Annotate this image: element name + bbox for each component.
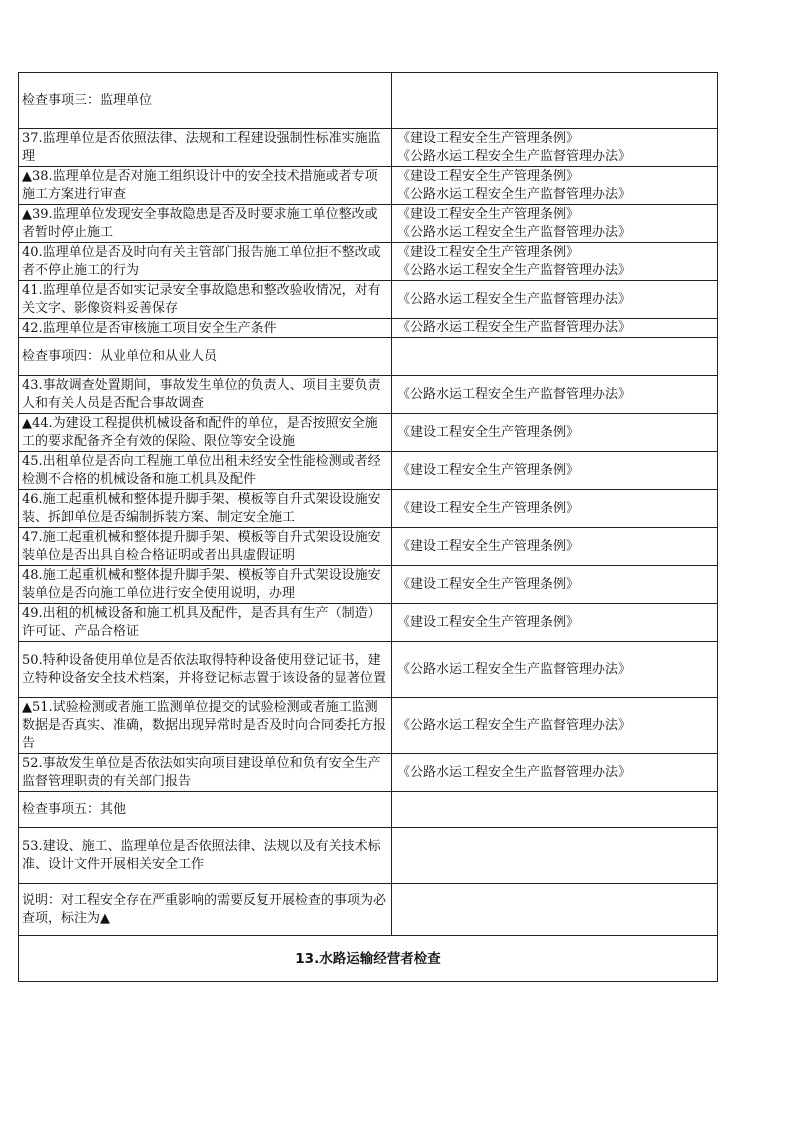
check-item-text: 检查事项五：其他 bbox=[22, 801, 127, 817]
check-item-cell bbox=[19, 528, 392, 566]
check-item-text: 47.施工起重机械和整体提升脚手架、模板等自升式架设设施安装单位是否出具自检合格证明或者出具虚假证明 bbox=[22, 529, 381, 563]
reference-cell bbox=[392, 884, 718, 936]
check-item-text: 40.监理单位是否及时向有关主管部门报告施工单位拒不整改或者不停止施工的行为 bbox=[22, 244, 381, 278]
reference-cell bbox=[392, 566, 718, 604]
check-item-text: 46.施工起重机械和整体提升脚手架、模板等自升式架设设施安装、拆卸单位是否编制拆装方案、制定安全施工 bbox=[22, 491, 381, 525]
check-item-cell bbox=[19, 792, 392, 828]
inspection-table bbox=[18, 72, 718, 982]
table-row bbox=[19, 828, 718, 884]
check-item-text: 检查事项四：从业单位和从业人员 bbox=[22, 348, 218, 364]
check-item-cell bbox=[19, 414, 392, 452]
regulation-reference: 《公路水运工程安全生产监督管理办法》 bbox=[397, 320, 632, 335]
reference-cell bbox=[392, 754, 718, 792]
check-item-text: 48.施工起重机械和整体提升脚手架、模板等自升式架设设施安装单位是否向施工单位进行安全使用说明，办理 bbox=[22, 567, 381, 601]
table-row bbox=[19, 376, 718, 414]
table-row bbox=[19, 243, 718, 281]
table-row bbox=[19, 167, 718, 205]
check-item-text: 37.监理单位是否依照法律、法规和工程建设强制性标准实施监理 bbox=[22, 130, 381, 164]
regulation-reference: 《公路水运工程安全生产监督管理办法》 bbox=[397, 764, 632, 780]
reference-cell bbox=[392, 319, 718, 338]
table-row bbox=[19, 73, 718, 129]
check-item-cell bbox=[19, 243, 392, 281]
check-item-cell bbox=[19, 129, 392, 167]
reference-cell bbox=[392, 528, 718, 566]
check-item-cell bbox=[19, 73, 392, 129]
check-item-cell bbox=[19, 281, 392, 319]
reference-cell bbox=[392, 167, 718, 205]
reference-cell bbox=[392, 828, 718, 884]
section-title: 13.水路运输经营者检查 bbox=[19, 936, 718, 982]
regulation-reference: 《建设工程安全生产管理条例》 bbox=[397, 576, 580, 592]
table-row bbox=[19, 129, 718, 167]
table-row bbox=[19, 566, 718, 604]
table-row bbox=[19, 698, 718, 754]
regulation-reference: 《建设工程安全生产管理条例》 bbox=[397, 168, 580, 184]
regulation-reference: 《公路水运工程安全生产监督管理办法》 bbox=[397, 262, 632, 278]
check-item-text: 45.出租单位是否向工程施工单位出租未经安全性能检测或者经检测不合格的机械设备和施工机具及配件 bbox=[22, 453, 381, 487]
check-item-cell bbox=[19, 376, 392, 414]
check-item-text: ▲51.试验检测或者施工监测单位提交的试验检测或者施工监测数据是否真实、准确，数据出现异常时是否及时向合同委托方报告 bbox=[22, 699, 387, 751]
inspection-rows bbox=[19, 73, 718, 936]
check-item-text: 52.事故发生单位是否依法如实向项目建设单位和负有安全生产监督管理职责的有关部门报告 bbox=[22, 755, 381, 789]
check-item-text: ▲44.为建设工程提供机械设备和配件的单位，是否按照安全施工的要求配备齐全有效的保险、限位等安全设施 bbox=[22, 415, 378, 449]
reference-cell bbox=[392, 73, 718, 129]
regulation-reference: 《公路水运工程安全生产监督管理办法》 bbox=[397, 291, 632, 307]
table-row bbox=[19, 490, 718, 528]
reference-cell bbox=[392, 281, 718, 319]
reference-cell bbox=[392, 452, 718, 490]
regulation-reference: 《公路水运工程安全生产监督管理办法》 bbox=[397, 186, 632, 202]
check-item-text: 43.事故调查处置期间，事故发生单位的负责人、项目主要负责人和有关人员是否配合事故调查 bbox=[22, 377, 381, 411]
reference-cell bbox=[392, 129, 718, 167]
reference-cell bbox=[392, 490, 718, 528]
check-item-cell bbox=[19, 205, 392, 243]
regulation-reference: 《公路水运工程安全生产监督管理办法》 bbox=[397, 148, 632, 164]
regulation-reference: 《建设工程安全生产管理条例》 bbox=[397, 424, 580, 440]
check-item-text: ▲38.监理单位是否对施工组织设计中的安全技术措施或者专项施工方案进行审查 bbox=[22, 168, 378, 202]
check-item-text: 41.监理单位是否如实记录安全事故隐患和整改验收情况，对有关文字、影像资料妥善保存 bbox=[22, 282, 381, 316]
regulation-reference: 《建设工程安全生产管理条例》 bbox=[397, 206, 580, 222]
check-item-cell bbox=[19, 642, 392, 698]
check-item-text: 说明：对工程安全存在严重影响的需要反复开展检查的事项为必查项，标注为▲ bbox=[22, 892, 387, 926]
reference-cell bbox=[392, 205, 718, 243]
table-row bbox=[19, 319, 718, 338]
reference-cell bbox=[392, 642, 718, 698]
check-item-cell bbox=[19, 319, 392, 338]
regulation-reference: 《公路水运工程安全生产监督管理办法》 bbox=[397, 717, 632, 733]
regulation-reference: 《建设工程安全生产管理条例》 bbox=[397, 614, 580, 630]
check-item-cell bbox=[19, 566, 392, 604]
regulation-reference: 《建设工程安全生产管理条例》 bbox=[397, 244, 580, 260]
regulation-reference: 《公路水运工程安全生产监督管理办法》 bbox=[397, 224, 632, 240]
check-item-cell bbox=[19, 884, 392, 936]
check-item-cell bbox=[19, 754, 392, 792]
reference-cell bbox=[392, 338, 718, 376]
reference-cell bbox=[392, 243, 718, 281]
check-item-cell bbox=[19, 167, 392, 205]
table-row bbox=[19, 754, 718, 792]
reference-cell bbox=[392, 698, 718, 754]
table-row bbox=[19, 642, 718, 698]
check-item-text: 42.监理单位是否审核施工项目安全生产条件 bbox=[22, 320, 277, 336]
check-item-text: 检查事项三：监理单位 bbox=[22, 92, 153, 108]
table-row bbox=[19, 792, 718, 828]
table-row bbox=[19, 338, 718, 376]
check-item-text: ▲39.监理单位发现安全事故隐患是否及时要求施工单位整改或者暂时停止施工 bbox=[22, 206, 378, 240]
table-row bbox=[19, 528, 718, 566]
check-item-cell bbox=[19, 490, 392, 528]
table-row bbox=[19, 414, 718, 452]
check-item-text: 50.特种设备使用单位是否依法取得特种设备使用登记证书，建立特种设备安全技术档案，并将登记标志置于该设备的显著位置 bbox=[22, 652, 387, 686]
section-title-row bbox=[19, 936, 718, 982]
table-row bbox=[19, 604, 718, 642]
regulation-reference: 《建设工程安全生产管理条例》 bbox=[397, 130, 580, 146]
regulation-reference: 《建设工程安全生产管理条例》 bbox=[397, 538, 580, 554]
regulation-reference: 《建设工程安全生产管理条例》 bbox=[397, 500, 580, 516]
reference-cell bbox=[392, 792, 718, 828]
check-item-cell bbox=[19, 452, 392, 490]
regulation-reference: 《建设工程安全生产管理条例》 bbox=[397, 462, 580, 478]
reference-cell bbox=[392, 414, 718, 452]
check-item-cell bbox=[19, 828, 392, 884]
reference-cell bbox=[392, 376, 718, 414]
regulation-reference: 《公路水运工程安全生产监督管理办法》 bbox=[397, 661, 632, 677]
table-row bbox=[19, 281, 718, 319]
check-item-text: 49.出租的机械设备和施工机具及配件，是否具有生产（制造）许可证、产品合格证 bbox=[22, 605, 381, 639]
check-item-text: 53.建设、施工、监理单位是否依照法律、法规以及有关技术标准、设计文件开展相关安全工作 bbox=[22, 838, 381, 872]
table-row bbox=[19, 205, 718, 243]
check-item-cell bbox=[19, 698, 392, 754]
check-item-cell bbox=[19, 338, 392, 376]
reference-cell bbox=[392, 604, 718, 642]
table-row bbox=[19, 884, 718, 936]
table-row bbox=[19, 452, 718, 490]
regulation-reference: 《公路水运工程安全生产监督管理办法》 bbox=[397, 386, 632, 402]
check-item-cell bbox=[19, 604, 392, 642]
